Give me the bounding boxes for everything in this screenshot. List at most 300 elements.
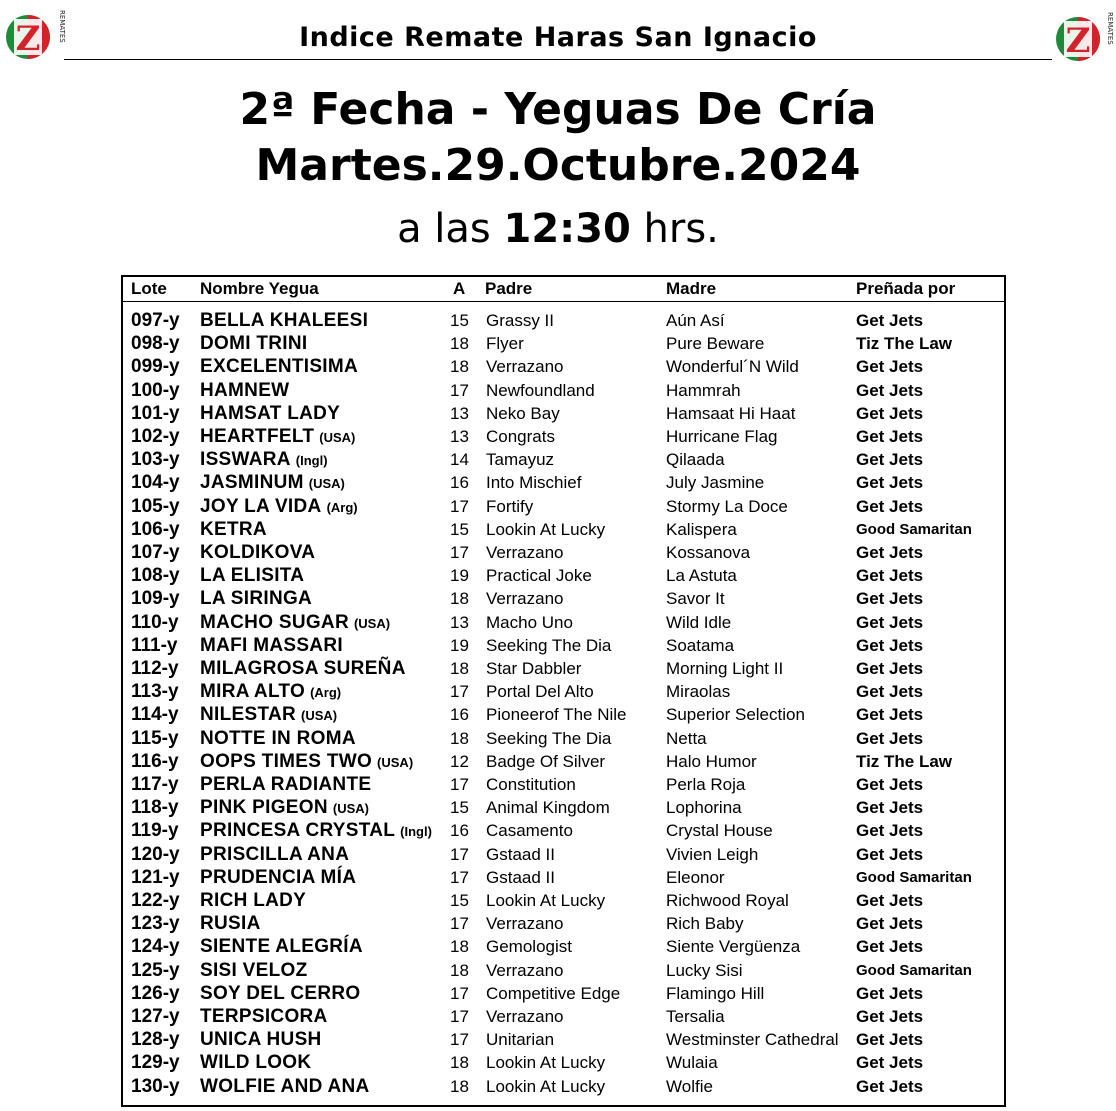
covered-by-cell: Get Jets bbox=[856, 937, 924, 957]
mare-name-cell bbox=[200, 565, 304, 587]
lote-cell: 117-y bbox=[131, 774, 179, 795]
mare-name: PRINCESA CRYSTAL bbox=[200, 820, 396, 842]
covered-by-cell: Good Samaritan bbox=[856, 961, 972, 979]
lote-cell: 120-y bbox=[131, 843, 180, 865]
lote-cell: 097-y bbox=[131, 310, 180, 331]
table-row bbox=[123, 472, 1004, 495]
table-row bbox=[123, 751, 1004, 774]
mare-name: MIRA ALTO bbox=[200, 681, 306, 703]
lote-cell: 119-y bbox=[131, 820, 179, 842]
table-row bbox=[123, 1076, 1004, 1099]
auction-index-table bbox=[121, 275, 1006, 1107]
covered-by-cell: Get Jets bbox=[856, 357, 924, 377]
table-header bbox=[123, 277, 1004, 302]
table-row bbox=[123, 542, 1004, 565]
table-row bbox=[123, 960, 1004, 983]
table-row bbox=[123, 728, 1004, 751]
svg-text:REMATES: REMATES bbox=[1106, 12, 1114, 45]
dam-cell: Rich Baby bbox=[666, 914, 744, 934]
origin-tag: (Ingl) bbox=[295, 453, 328, 469]
age-cell: 18 bbox=[450, 334, 469, 354]
lote-cell: 104-y bbox=[131, 472, 180, 494]
dam-cell: Wonderful´N Wild bbox=[666, 357, 799, 377]
table-row bbox=[123, 612, 1004, 635]
dam-cell: Siente Vergüenza bbox=[666, 937, 801, 957]
age-cell: 17 bbox=[450, 914, 469, 934]
dam-cell: Halo Humor bbox=[666, 751, 757, 771]
dam-cell: Wulaia bbox=[666, 1053, 718, 1073]
mare-name: HEARTFELT bbox=[200, 426, 315, 447]
table-row bbox=[123, 936, 1004, 959]
covered-by-cell: Get Jets bbox=[856, 798, 924, 818]
covered-by-cell: Get Jets bbox=[856, 589, 924, 609]
table-row bbox=[123, 565, 1004, 588]
mare-name: HAMSAT LADY bbox=[200, 402, 341, 424]
dam-cell: Lophorina bbox=[666, 798, 742, 818]
age-cell: 16 bbox=[450, 705, 469, 725]
mare-name: SISI VELOZ bbox=[200, 959, 308, 981]
covered-by-cell: Tiz The Law bbox=[856, 334, 953, 354]
sire-cell: Verrazano bbox=[486, 914, 564, 934]
covered-by-cell: Get Jets bbox=[856, 659, 924, 678]
table-row bbox=[123, 380, 1004, 403]
covered-by-cell: Get Jets bbox=[856, 775, 924, 794]
age-cell: 17 bbox=[450, 983, 469, 1003]
mare-name-cell bbox=[200, 496, 358, 519]
lote-cell: 109-y bbox=[131, 588, 180, 610]
dam-cell: Stormy La Doce bbox=[666, 496, 788, 516]
mare-name-cell bbox=[200, 1006, 328, 1028]
covered-by-cell: Get Jets bbox=[856, 682, 924, 702]
lote-cell: 101-y bbox=[131, 402, 180, 424]
table-row bbox=[123, 913, 1004, 936]
lote-cell: 113-y bbox=[131, 681, 179, 703]
lote-cell: 124-y bbox=[131, 936, 180, 958]
covered-by-cell: Tiz The Law bbox=[856, 751, 953, 771]
mare-name-cell bbox=[200, 890, 306, 912]
dam-cell: Aún Así bbox=[666, 311, 725, 330]
origin-tag: (USA) bbox=[377, 754, 414, 770]
lote-cell: 122-y bbox=[131, 890, 180, 911]
mare-name: RICH LADY bbox=[200, 890, 307, 911]
covered-by-cell: Get Jets bbox=[856, 311, 924, 330]
sire-cell: Neko Bay bbox=[486, 403, 560, 423]
dam-cell: La Astuta bbox=[666, 566, 737, 586]
mare-name-cell bbox=[200, 658, 406, 680]
dam-cell: Miraolas bbox=[666, 682, 731, 702]
dam-cell: Crystal House bbox=[666, 821, 773, 841]
covered-by-cell: Get Jets bbox=[856, 473, 924, 493]
lote-cell: 114-y bbox=[131, 704, 179, 726]
sire-cell: Gstaad II bbox=[486, 867, 555, 887]
svg-text:REMATES: REMATES bbox=[58, 10, 66, 43]
mare-name: BELLA KHALEESI bbox=[200, 310, 369, 331]
mare-name-cell bbox=[200, 820, 432, 843]
mare-name: KOLDIKOVA bbox=[200, 542, 316, 563]
sire-cell: Lookin At Lucky bbox=[486, 519, 606, 539]
sire-cell: Into Mischief bbox=[486, 473, 582, 493]
table-row bbox=[123, 774, 1004, 797]
mare-name: PINK PIGEON bbox=[200, 797, 328, 819]
age-cell: 15 bbox=[450, 798, 469, 818]
mare-name-cell bbox=[200, 960, 308, 982]
sire-cell: Unitarian bbox=[486, 1030, 555, 1050]
dam-cell: Qilaada bbox=[666, 450, 725, 470]
lote-cell: 118-y bbox=[131, 797, 179, 819]
dam-cell: Kossanova bbox=[666, 543, 751, 562]
column-header-age: A bbox=[453, 279, 466, 298]
dam-cell: Hammrah bbox=[666, 380, 741, 400]
lote-cell: 098-y bbox=[131, 333, 180, 355]
age-cell: 15 bbox=[450, 891, 469, 910]
sire-cell: Fortify bbox=[486, 496, 534, 516]
mare-name: PRUDENCIA MÍA bbox=[200, 866, 357, 888]
table-row bbox=[123, 588, 1004, 611]
mare-name-cell bbox=[200, 472, 345, 495]
mare-name: DOMI TRINI bbox=[200, 333, 308, 355]
sire-cell: Practical Joke bbox=[486, 566, 592, 586]
table-row bbox=[123, 519, 1004, 542]
event-date: Martes.29.Octubre.2024 bbox=[255, 140, 861, 191]
table-row bbox=[123, 658, 1004, 681]
lote-cell: 129-y bbox=[131, 1052, 180, 1074]
time-suffix: hrs. bbox=[643, 206, 719, 252]
age-cell: 17 bbox=[450, 1007, 469, 1026]
origin-tag: (USA) bbox=[319, 430, 356, 445]
mare-name-cell bbox=[200, 519, 267, 541]
svg-text:Z: Z bbox=[1065, 21, 1091, 61]
lote-cell: 100-y bbox=[131, 379, 180, 401]
mare-name: WOLFIE AND ANA bbox=[200, 1075, 370, 1097]
covered-by-cell: Get Jets bbox=[856, 403, 924, 423]
column-header-prenada: Preñada por bbox=[856, 279, 956, 298]
lote-cell: 103-y bbox=[131, 449, 180, 471]
mare-name: ISSWARA bbox=[200, 449, 291, 471]
mare-name-cell bbox=[200, 844, 349, 866]
mare-name: RUSIA bbox=[200, 913, 261, 935]
lote-cell: 106-y bbox=[131, 518, 180, 540]
mare-name-cell bbox=[200, 936, 363, 958]
covered-by-cell: Get Jets bbox=[856, 612, 924, 632]
table-row bbox=[123, 1029, 1004, 1052]
mare-name: MACHO SUGAR bbox=[200, 611, 349, 633]
table-row bbox=[123, 426, 1004, 449]
lote-cell: 099-y bbox=[131, 356, 180, 378]
mare-name: PRISCILLA ANA bbox=[200, 843, 350, 865]
age-cell: 18 bbox=[450, 1076, 469, 1096]
mare-name-cell bbox=[200, 542, 315, 564]
mare-name-cell bbox=[200, 449, 328, 472]
time-value: 12:30 bbox=[503, 206, 631, 252]
lote-cell: 121-y bbox=[131, 866, 180, 888]
sire-cell: Casamento bbox=[486, 821, 573, 841]
time-prefix: a las bbox=[397, 206, 491, 252]
dam-cell: Wild Idle bbox=[666, 612, 732, 632]
mare-name-cell bbox=[200, 333, 308, 355]
covered-by-cell: Get Jets bbox=[856, 380, 924, 400]
dam-cell: Pure Beware bbox=[666, 334, 765, 354]
covered-by-cell: Get Jets bbox=[856, 728, 924, 748]
mare-name-cell bbox=[200, 612, 390, 635]
age-cell: 17 bbox=[450, 682, 469, 702]
covered-by-cell: Get Jets bbox=[856, 1007, 924, 1026]
origin-tag: (USA) bbox=[353, 615, 391, 631]
table-row bbox=[123, 449, 1004, 472]
dam-cell: Wolfie bbox=[666, 1076, 713, 1096]
mare-name: PERLA RADIANTE bbox=[200, 774, 372, 795]
mare-name-cell bbox=[200, 1029, 322, 1051]
age-cell: 16 bbox=[450, 821, 469, 841]
dam-cell: Hamsaat Hi Haat bbox=[666, 403, 796, 423]
origin-tag: (Ingl) bbox=[400, 824, 432, 840]
age-cell: 18 bbox=[450, 357, 469, 377]
dam-cell: Westminster Cathedral bbox=[666, 1030, 839, 1050]
sire-cell: Verrazano bbox=[486, 1007, 564, 1026]
dam-cell: Perla Roja bbox=[666, 775, 746, 794]
dam-cell: Eleonor bbox=[666, 867, 725, 887]
sire-cell: Verrazano bbox=[486, 960, 564, 980]
mare-name: EXCELENTISIMA bbox=[200, 356, 359, 378]
event-title: 2ª Fecha - Yeguas De Cría bbox=[239, 84, 877, 135]
column-header-lote: Lote bbox=[131, 279, 167, 298]
age-cell: 17 bbox=[450, 543, 469, 562]
age-cell: 13 bbox=[450, 612, 469, 632]
sire-cell: Badge Of Silver bbox=[486, 751, 606, 771]
dam-cell: Kalispera bbox=[666, 519, 737, 539]
table-row bbox=[123, 704, 1004, 727]
lote-cell: 125-y bbox=[131, 959, 180, 981]
table-row bbox=[123, 496, 1004, 519]
mare-name-cell bbox=[200, 588, 312, 610]
age-cell: 14 bbox=[450, 450, 469, 470]
dam-cell: July Jasmine bbox=[666, 473, 765, 493]
lote-cell: 127-y bbox=[131, 1006, 180, 1027]
sire-cell: Lookin At Lucky bbox=[486, 891, 606, 910]
mare-name: LA SIRINGA bbox=[200, 588, 313, 610]
origin-tag: (USA) bbox=[308, 476, 345, 492]
sire-cell: Seeking The Dia bbox=[486, 728, 612, 748]
mare-name: NOTTE IN ROMA bbox=[200, 727, 356, 749]
age-cell: 18 bbox=[450, 960, 469, 980]
covered-by-cell: Get Jets bbox=[856, 983, 924, 1003]
column-header-name: Nombre Yegua bbox=[200, 279, 319, 298]
mare-name-cell bbox=[200, 403, 340, 425]
covered-by-cell: Get Jets bbox=[856, 891, 924, 910]
mare-name-cell bbox=[200, 310, 368, 332]
dam-cell: Vivien Leigh bbox=[666, 844, 759, 864]
covered-by-cell: Get Jets bbox=[856, 450, 924, 470]
dam-cell: Flamingo Hill bbox=[666, 983, 765, 1003]
mare-name-cell bbox=[200, 913, 261, 935]
age-cell: 19 bbox=[450, 635, 469, 655]
covered-by-cell: Get Jets bbox=[856, 566, 924, 586]
dam-cell: Savor It bbox=[666, 589, 725, 609]
table-row bbox=[123, 1052, 1004, 1075]
svg-text:Z: Z bbox=[15, 19, 41, 59]
mare-name: JOY LA VIDA bbox=[200, 495, 322, 517]
origin-tag: (Arg) bbox=[310, 685, 342, 701]
table-row bbox=[123, 867, 1004, 890]
mare-name: SOY DEL CERRO bbox=[200, 982, 361, 1004]
age-cell: 18 bbox=[450, 589, 469, 609]
sire-cell: Congrats bbox=[486, 427, 555, 446]
sire-cell: Verrazano bbox=[486, 357, 564, 377]
age-cell: 15 bbox=[450, 519, 469, 539]
table-row bbox=[123, 403, 1004, 426]
lote-cell: 123-y bbox=[131, 913, 180, 935]
dam-cell: Soatama bbox=[666, 635, 735, 655]
mare-name: TERPSICORA bbox=[200, 1006, 328, 1027]
lote-cell: 130-y bbox=[131, 1075, 180, 1097]
sire-cell: Verrazano bbox=[486, 589, 564, 609]
sire-cell: Flyer bbox=[486, 334, 524, 354]
sire-cell: Macho Uno bbox=[486, 612, 573, 632]
age-cell: 18 bbox=[450, 1053, 469, 1073]
mare-name-cell bbox=[200, 1076, 370, 1098]
origin-tag: (USA) bbox=[301, 708, 338, 724]
table-row bbox=[123, 635, 1004, 658]
mare-name: OOPS TIMES TWO bbox=[200, 750, 373, 772]
table-row bbox=[123, 681, 1004, 704]
age-cell: 17 bbox=[450, 496, 469, 516]
mare-name: MAFI MASSARI bbox=[200, 634, 343, 656]
lote-cell: 116-y bbox=[131, 750, 179, 772]
document-header-title: Indice Remate Haras San Ignacio bbox=[299, 22, 817, 53]
dam-cell: Netta bbox=[666, 728, 707, 748]
mare-name-cell bbox=[200, 983, 361, 1005]
covered-by-cell: Get Jets bbox=[856, 635, 924, 655]
lote-cell: 126-y bbox=[131, 982, 180, 1004]
lote-cell: 102-y bbox=[131, 426, 180, 447]
sire-cell: Competitive Edge bbox=[486, 983, 621, 1003]
mare-name: MILAGROSA SUREÑA bbox=[200, 658, 406, 679]
mare-name: KETRA bbox=[200, 518, 267, 540]
sire-cell: Pioneerof The Nile bbox=[486, 705, 627, 725]
mare-name: NILESTAR bbox=[200, 704, 296, 726]
mare-name: JASMINUM bbox=[200, 472, 304, 494]
mare-name-cell bbox=[200, 751, 413, 774]
age-cell: 13 bbox=[450, 427, 469, 446]
lote-cell: 115-y bbox=[131, 727, 179, 749]
age-cell: 15 bbox=[450, 311, 469, 330]
mare-name-cell bbox=[200, 356, 358, 378]
sire-cell: Newfoundland bbox=[486, 380, 595, 400]
covered-by-cell: Get Jets bbox=[856, 821, 924, 841]
dam-cell: Richwood Royal bbox=[666, 891, 789, 910]
table-row bbox=[123, 310, 1004, 333]
table-row bbox=[123, 1006, 1004, 1029]
sire-cell: Verrazano bbox=[486, 543, 564, 562]
column-header-padre: Padre bbox=[485, 279, 533, 298]
age-cell: 18 bbox=[450, 728, 469, 748]
covered-by-cell: Get Jets bbox=[856, 543, 924, 562]
age-cell: 19 bbox=[450, 566, 469, 586]
mare-name: UNICA HUSH bbox=[200, 1029, 322, 1051]
mare-name: LA ELISITA bbox=[200, 565, 305, 587]
covered-by-cell: Get Jets bbox=[856, 1053, 924, 1073]
mare-name-cell bbox=[200, 728, 356, 750]
lote-cell: 111-y bbox=[131, 634, 178, 656]
age-cell: 12 bbox=[450, 751, 469, 771]
sire-cell: Lookin At Lucky bbox=[486, 1076, 606, 1096]
lote-cell: 108-y bbox=[131, 565, 180, 587]
age-cell: 17 bbox=[450, 867, 469, 887]
age-cell: 18 bbox=[450, 937, 469, 957]
age-cell: 17 bbox=[450, 380, 469, 400]
sire-cell: Gemologist bbox=[486, 937, 572, 957]
mare-name-cell bbox=[200, 635, 343, 657]
lote-cell: 112-y bbox=[131, 658, 179, 679]
mare-name: SIENTE ALEGRÍA bbox=[200, 936, 363, 958]
table-row bbox=[123, 844, 1004, 867]
covered-by-cell: Get Jets bbox=[856, 914, 924, 934]
mare-name-cell bbox=[200, 1052, 311, 1074]
lote-cell: 128-y bbox=[131, 1029, 180, 1051]
covered-by-cell: Get Jets bbox=[856, 1030, 924, 1050]
mare-name-cell bbox=[200, 867, 356, 889]
mare-name-cell bbox=[200, 774, 371, 796]
mare-name: HAMNEW bbox=[200, 379, 290, 401]
dam-cell: Lucky Sisi bbox=[666, 960, 743, 980]
table-row bbox=[123, 333, 1004, 356]
sire-cell: Grassy II bbox=[486, 311, 555, 330]
age-cell: 18 bbox=[450, 659, 469, 678]
covered-by-cell: Good Samaritan bbox=[856, 520, 972, 538]
sire-cell: Portal Del Alto bbox=[486, 682, 594, 702]
sire-cell: Tamayuz bbox=[486, 450, 555, 470]
covered-by-cell: Get Jets bbox=[856, 844, 924, 864]
mare-name: WILD LOOK bbox=[200, 1052, 312, 1074]
lote-cell: 107-y bbox=[131, 542, 180, 563]
origin-tag: (USA) bbox=[332, 801, 369, 817]
dam-cell: Hurricane Flag bbox=[666, 427, 778, 446]
covered-by-cell: Get Jets bbox=[856, 427, 924, 446]
covered-by-cell: Good Samaritan bbox=[856, 868, 972, 886]
sire-cell: Seeking The Dia bbox=[486, 635, 612, 655]
sire-cell: Gstaad II bbox=[486, 844, 555, 864]
covered-by-cell: Get Jets bbox=[856, 1076, 924, 1096]
column-header-madre: Madre bbox=[666, 279, 717, 298]
dam-cell: Tersalia bbox=[666, 1007, 725, 1026]
sire-cell: Lookin At Lucky bbox=[486, 1053, 606, 1073]
dam-cell: Morning Light II bbox=[666, 659, 784, 678]
lote-cell: 105-y bbox=[131, 495, 180, 517]
lote-cell: 110-y bbox=[131, 611, 179, 633]
header-divider bbox=[64, 59, 1052, 60]
dam-cell: Superior Selection bbox=[666, 705, 805, 725]
mare-name-cell bbox=[200, 797, 369, 820]
table-row bbox=[123, 820, 1004, 843]
age-cell: 13 bbox=[450, 403, 469, 423]
age-cell: 17 bbox=[450, 775, 469, 794]
covered-by-cell: Get Jets bbox=[856, 705, 924, 725]
age-cell: 16 bbox=[450, 473, 469, 493]
table-row bbox=[123, 890, 1004, 913]
age-cell: 17 bbox=[450, 844, 469, 864]
table-row bbox=[123, 356, 1004, 379]
mare-name-cell bbox=[200, 681, 341, 704]
covered-by-cell: Get Jets bbox=[856, 496, 924, 516]
mare-name-cell bbox=[200, 426, 355, 449]
age-cell: 17 bbox=[450, 1030, 469, 1050]
mare-name-cell bbox=[200, 380, 289, 402]
table-row bbox=[123, 983, 1004, 1006]
sire-cell: Animal Kingdom bbox=[486, 798, 610, 818]
table-row bbox=[123, 797, 1004, 820]
event-time bbox=[0, 206, 1116, 252]
sire-cell: Star Dabbler bbox=[486, 659, 582, 678]
mare-name-cell bbox=[200, 704, 337, 727]
